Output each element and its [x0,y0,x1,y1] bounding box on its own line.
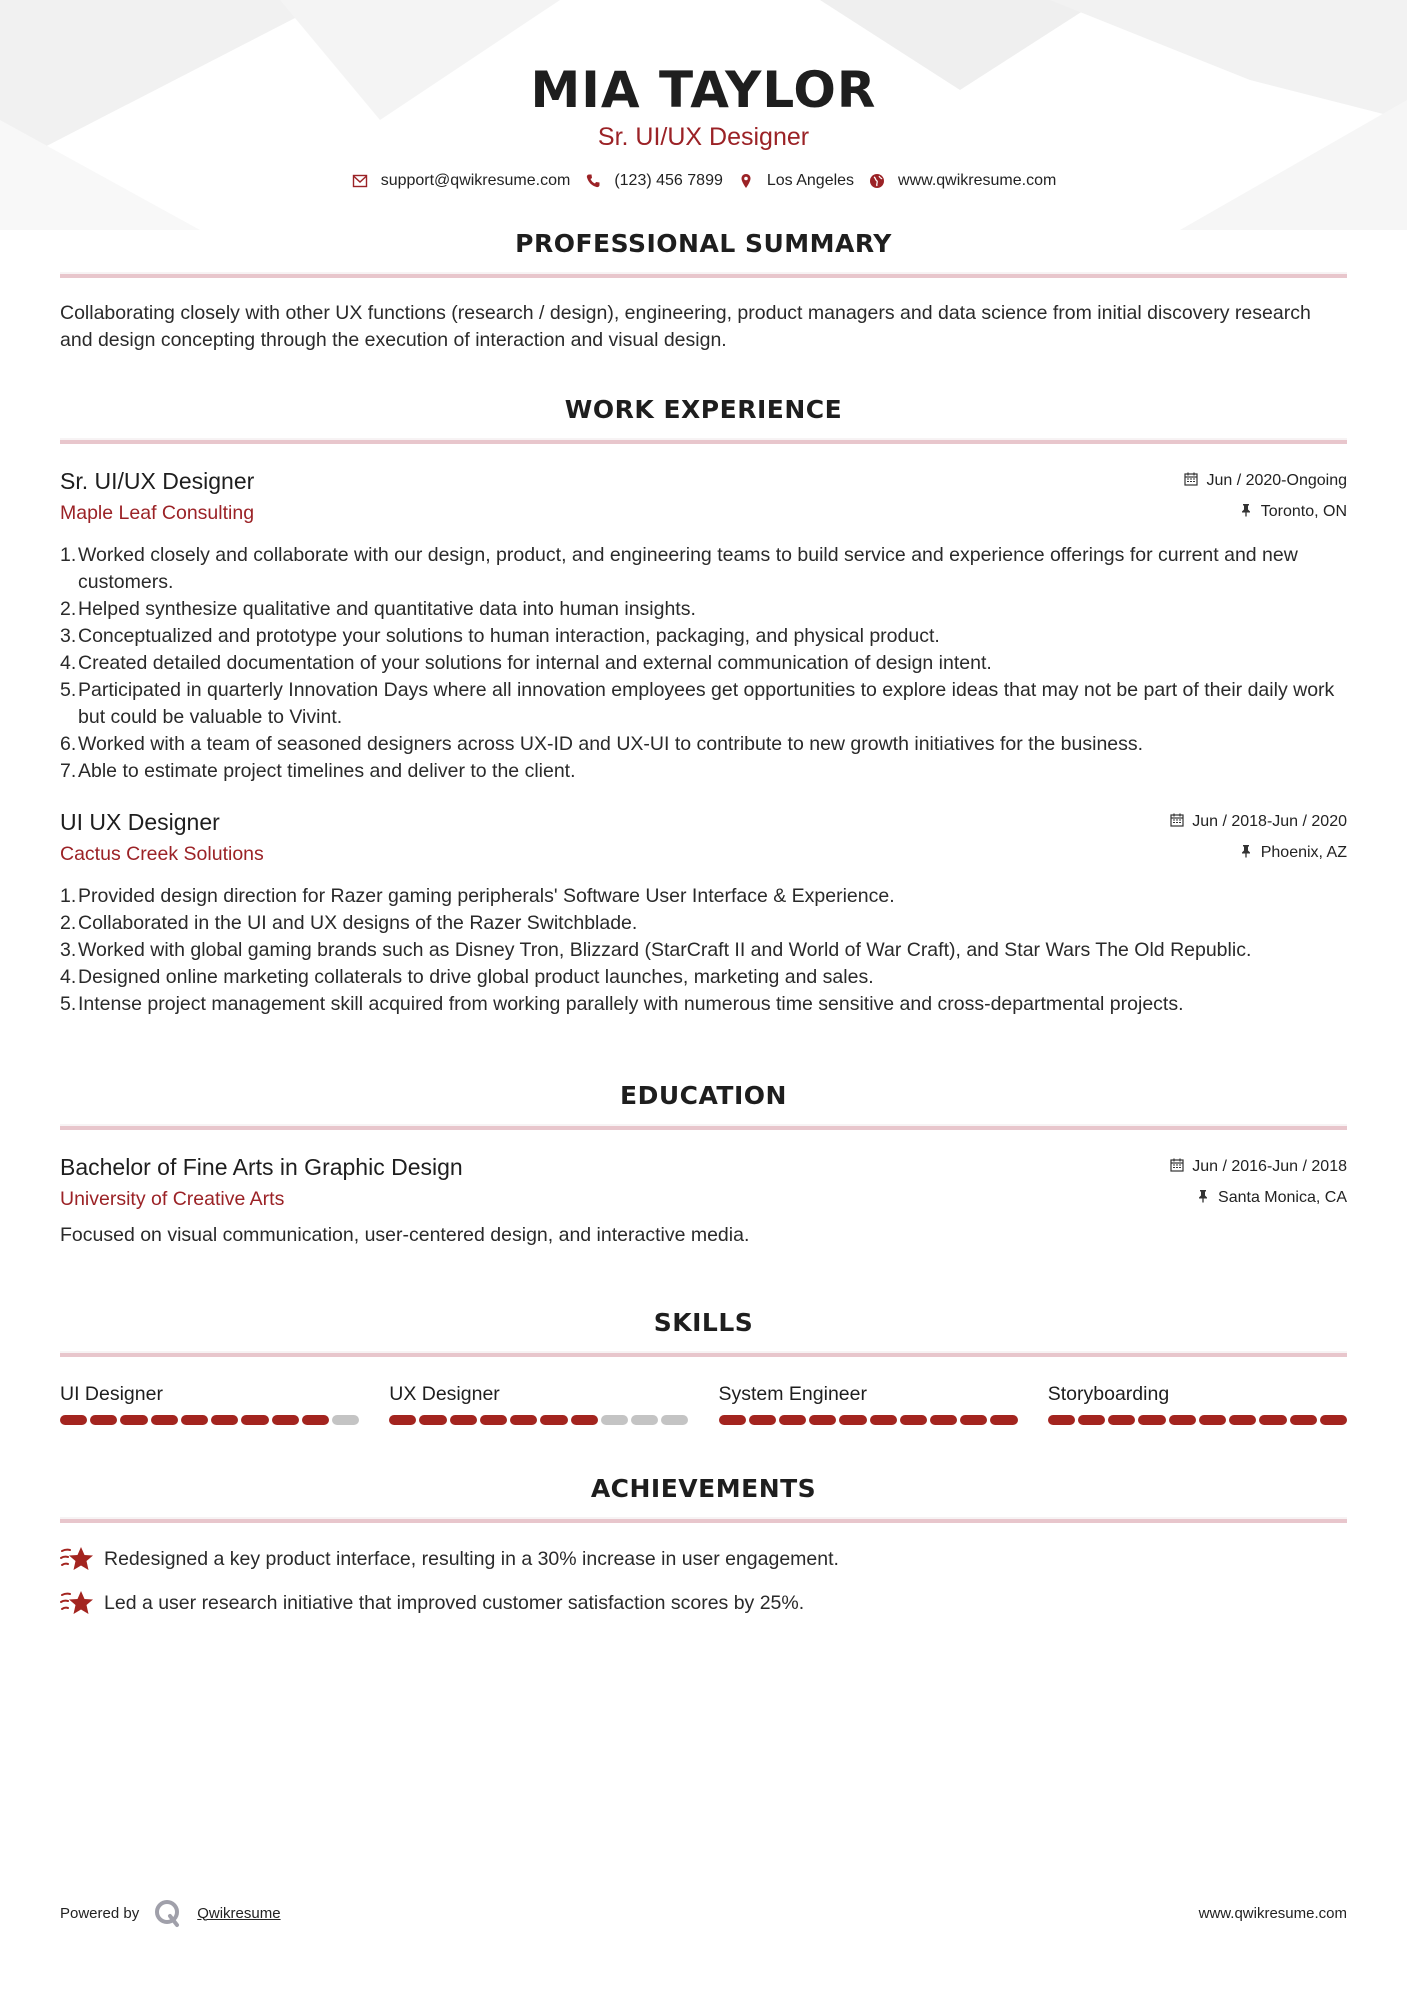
skill-segment-filled [181,1415,208,1425]
achievement-item [60,1587,1347,1619]
skill-segment-filled [1290,1415,1317,1425]
skill-segment-filled [960,1415,987,1425]
job-bullet: Worked with a team of seasoned designers across UX-ID and UX-UI to contribute to new growth initiatives for the business. [78,733,1144,755]
skill-name: System Engineer [718,1383,867,1405]
job-bullet: Created detailed documentation of your solutions for internal and external communication of design intent. [78,652,992,674]
skill-segment-filled [211,1415,238,1425]
achievement-item [60,1543,1347,1575]
contact-bar [60,172,1347,190]
skill-segment-filled [450,1415,477,1425]
skill-segment-filled [719,1415,746,1425]
skill-segment-filled [60,1415,87,1425]
section-divider [60,274,1347,278]
job-bullets [60,883,1347,1018]
skill-segment-filled [571,1415,598,1425]
contact-location [737,172,854,190]
skill-segment-filled [540,1415,567,1425]
achievement-text: Redesigned a key product interface, resulting in a 30% increase in user engagement. [104,1548,839,1570]
candidate-name: MIA TAYLOR [530,61,877,119]
skill-segment-filled [272,1415,299,1425]
skill-segment-filled [990,1415,1017,1425]
summary-section [60,228,1347,354]
skill-segment-filled [1229,1415,1256,1425]
contact-location-text: Los Angeles [766,172,855,189]
pushpin-icon [1239,844,1253,863]
skill-segment-filled [151,1415,178,1425]
skill-segment-filled [1138,1415,1165,1425]
job-bullet: Provided design direction for Razer gaming peripherals' Software User Interface & Experience. [78,885,895,907]
qwikresume-link[interactable]: Qwikresume [197,1904,281,1922]
job-dates [1170,813,1347,832]
skill-segment-filled [749,1415,776,1425]
section-divider [60,440,1347,444]
education-location-text: Santa Monica, CA [1218,1189,1347,1206]
experience-section [60,394,1347,1018]
section-heading: PROFESSIONAL SUMMARY [515,229,892,258]
job-dates [1184,472,1347,491]
summary-text: Collaborating closely with other UX functions (research / design), engineering, product managers and data science from initial discovery research and design concepting through the execution of interaction and visual design. [60,302,1311,351]
skill-name: UI Designer [60,1383,163,1405]
skill-segment-filled [1078,1415,1105,1425]
section-heading: SKILLS [653,1308,754,1337]
skill-segment-empty [631,1415,658,1425]
skill-segment-empty [601,1415,628,1425]
skill-name: UX Designer [389,1383,500,1405]
powered-by-label: Powered by [60,1904,140,1922]
skill-segment-filled [510,1415,537,1425]
contact-email-text: support@qwikresume.com [380,172,571,189]
skill-segment-filled [389,1415,416,1425]
skill-segment-filled [120,1415,147,1425]
qwikresume-logo-icon [153,1898,183,1928]
job-location-text: Phoenix, AZ [1260,844,1347,861]
job-entry [60,466,1347,785]
skill-segment-filled [1108,1415,1135,1425]
contact-phone-text: (123) 456 7899 [614,172,723,189]
education-dates [1170,1158,1347,1177]
skill-rating-bar [719,1415,1018,1425]
skills-section [60,1307,1347,1425]
calendar-icon [1170,1158,1184,1177]
job-bullet: Participated in quarterly Innovation Days where all innovation employees get opportunities to explore ideas that may not be part of their daily work but could be valuable to Vivint. [78,679,1335,728]
skill-rating-bar [60,1415,359,1425]
job-bullet: Conceptualized and prototype your solutions to human interaction, packaging, and physical product. [78,625,940,647]
skill-segment-filled [419,1415,446,1425]
footer-website[interactable]: www.qwikresume.com [1198,1904,1347,1922]
job-location [1239,844,1347,863]
skill-segment-filled [1320,1415,1347,1425]
job-company: Cactus Creek Solutions [60,843,264,865]
skill-segment-filled [302,1415,329,1425]
skill-item [389,1381,688,1425]
skill-segment-filled [1169,1415,1196,1425]
skill-segment-filled [809,1415,836,1425]
job-location [1239,503,1347,522]
degree: Bachelor of Fine Arts in Graphic Design [60,1154,463,1180]
skill-segment-filled [480,1415,507,1425]
job-bullets [60,542,1347,785]
skill-segment-filled [779,1415,806,1425]
job-bullet: Worked with global gaming brands such as Disney Tron, Blizzard (StarCraft II and World of War Craft), and Star Wars The Old Republic. [78,939,1252,961]
contact-phone[interactable] [584,172,723,190]
section-divider [60,1519,1347,1523]
skill-rating-bar [1048,1415,1347,1425]
shooting-star-icon [60,1587,94,1619]
skill-item [1048,1381,1347,1425]
contact-email[interactable] [351,172,571,190]
school: University of Creative Arts [60,1188,285,1210]
section-divider [60,1353,1347,1357]
achievements-list [60,1543,1347,1619]
skill-segment-filled [839,1415,866,1425]
job-bullet: Able to estimate project timelines and deliver to the client. [78,760,576,782]
skill-name: Storyboarding [1047,1383,1170,1405]
education-description: Focused on visual communication, user-centered design, and interactive media. [60,1224,750,1246]
job-bullet: Intense project management skill acquired from working parallely with numerous time sensitive and cross-departmental projects. [78,993,1184,1015]
contact-website[interactable] [868,172,1056,190]
achievement-text: Led a user research initiative that improved customer satisfaction scores by 25%. [104,1592,805,1614]
skill-segment-filled [1048,1415,1075,1425]
envelope-icon [351,172,369,190]
resume-header [60,0,1347,190]
skill-segment-filled [1199,1415,1226,1425]
skill-segment-filled [90,1415,117,1425]
skill-rating-bar [389,1415,688,1425]
shooting-star-icon [60,1543,94,1575]
powered-by [60,1898,281,1928]
education-section [60,1080,1347,1249]
calendar-icon [1170,813,1184,832]
job-dates-text: Jun / 2018-Jun / 2020 [1192,813,1347,830]
skill-segment-empty [332,1415,359,1425]
achievements-section [60,1473,1347,1619]
skill-segment-filled [1259,1415,1286,1425]
section-heading: EDUCATION [620,1081,787,1110]
skill-segment-filled [900,1415,927,1425]
job-location-text: Toronto, ON [1260,503,1347,520]
job-company: Maple Leaf Consulting [60,502,255,524]
contact-website-text: www.qwikresume.com [898,172,1057,189]
job-bullet: Helped synthesize qualitative and quantitative data into human insights. [78,598,696,620]
job-entry [60,807,1347,1018]
job-dates-text: Jun / 2020-Ongoing [1206,472,1347,489]
education-location [1196,1189,1347,1208]
education-entry [60,1152,1347,1249]
globe-icon [868,172,886,190]
skill-item [719,1381,1018,1425]
map-pin-icon [737,172,755,190]
section-heading: WORK EXPERIENCE [564,395,843,424]
skill-segment-filled [870,1415,897,1425]
skill-segment-empty [661,1415,688,1425]
page-footer [60,1898,1347,1928]
job-bullet: Collaborated in the UI and UX designs of the Razer Switchblade. [78,912,638,934]
job-bullet: Designed online marketing collaterals to drive global product launches, marketing and sales. [78,966,874,988]
phone-icon [584,172,602,190]
skill-segment-filled [930,1415,957,1425]
job-role: Sr. UI/UX Designer [60,468,255,494]
section-heading: ACHIEVEMENTS [590,1474,817,1503]
pushpin-icon [1239,503,1253,522]
candidate-title: Sr. UI/UX Designer [597,123,810,151]
calendar-icon [1184,472,1198,491]
pushpin-icon [1196,1189,1210,1208]
skill-segment-filled [241,1415,268,1425]
skill-item [60,1381,359,1425]
job-bullet: Worked closely and collaborate with our design, product, and engineering teams to build service and experience offerings for current and new customers. [78,544,1298,593]
section-divider [60,1126,1347,1130]
education-dates-text: Jun / 2016-Jun / 2018 [1192,1158,1347,1175]
job-role: UI UX Designer [60,809,220,835]
skills-grid [60,1381,1347,1425]
